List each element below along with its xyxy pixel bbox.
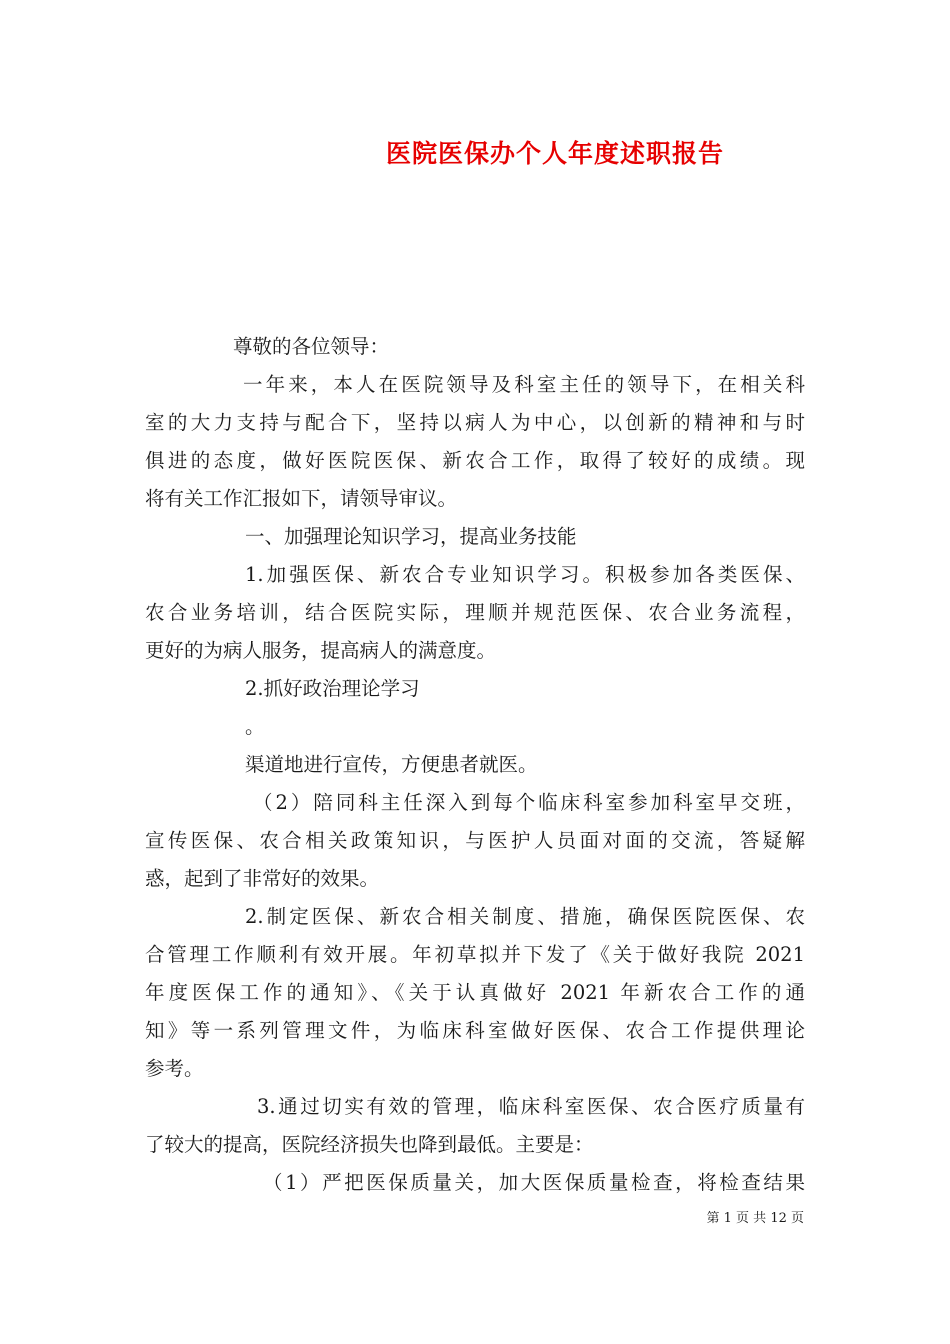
paragraph-line: 2.制定医保、新农合相关制度、措施，确保医院医保、农 [245, 905, 805, 928]
section-heading: 一、加强理论知识学习，提高业务技能 [245, 525, 577, 548]
paragraph-line: 渠道地进行宣传，方便患者就医。 [245, 753, 538, 776]
paragraph-line: （1）严把医保质量关，加大医保质量检查，将检查结果 [263, 1171, 805, 1194]
paragraph-line: 室的大力支持与配合下，坚持以病人为中心，以创新的精神和与时 [145, 411, 805, 434]
paragraph-line: 宣传医保、农合相关政策知识，与医护人员面对面的交流，答疑解 [145, 829, 805, 852]
page-number: 第 1 页 共 12 页 [706, 1211, 804, 1226]
paragraph-line: 俱进的态度，做好医院医保、新农合工作，取得了较好的成绩。现 [145, 449, 805, 472]
paragraph-line: 参考。 [145, 1057, 204, 1080]
paragraph-line: 了较大的提高，医院经济损失也降到最低。主要是： [145, 1133, 594, 1156]
paragraph-line: 惑，起到了非常好的效果。 [145, 867, 380, 890]
paragraph-line: 将有关工作汇报如下，请领导审议。 [145, 487, 458, 510]
document-title: 医院医保办个人年度述职报告 [385, 139, 724, 168]
paragraph-line: 更好的为病人服务，提高病人的满意度。 [145, 639, 497, 662]
paragraph-line: 合管理工作顺利有效开展。年初草拟并下发了《关于做好我院 2021 [145, 943, 805, 966]
paragraph-line: 年度医保工作的通知》、《关于认真做好 2021 年新农合工作的通 [145, 981, 805, 1004]
paragraph-line: 一年来，本人在医院领导及科室主任的领导下，在相关科 [243, 373, 805, 396]
paragraph-line: 1.加强医保、新农合专业知识学习。积极参加各类医保、 [245, 563, 805, 586]
paragraph-line: 知》等一系列管理文件，为临床科室做好医保、农合工作提供理论 [145, 1019, 805, 1042]
paragraph-line: 。 [245, 715, 265, 738]
paragraph-line: 农合业务培训，结合医院实际，理顺并规范医保、农合业务流程， [145, 601, 805, 624]
paragraph-line: 2.抓好政治理论学习 [245, 677, 420, 700]
document-body [145, 328, 805, 1202]
paragraph-line: （2）陪同科主任深入到每个临床科室参加科室早交班， [253, 791, 805, 814]
salutation-line: 尊敬的各位领导： [233, 335, 390, 358]
paragraph-line: 3.通过切实有效的管理，临床科室医保、农合医疗质量有 [257, 1095, 805, 1118]
